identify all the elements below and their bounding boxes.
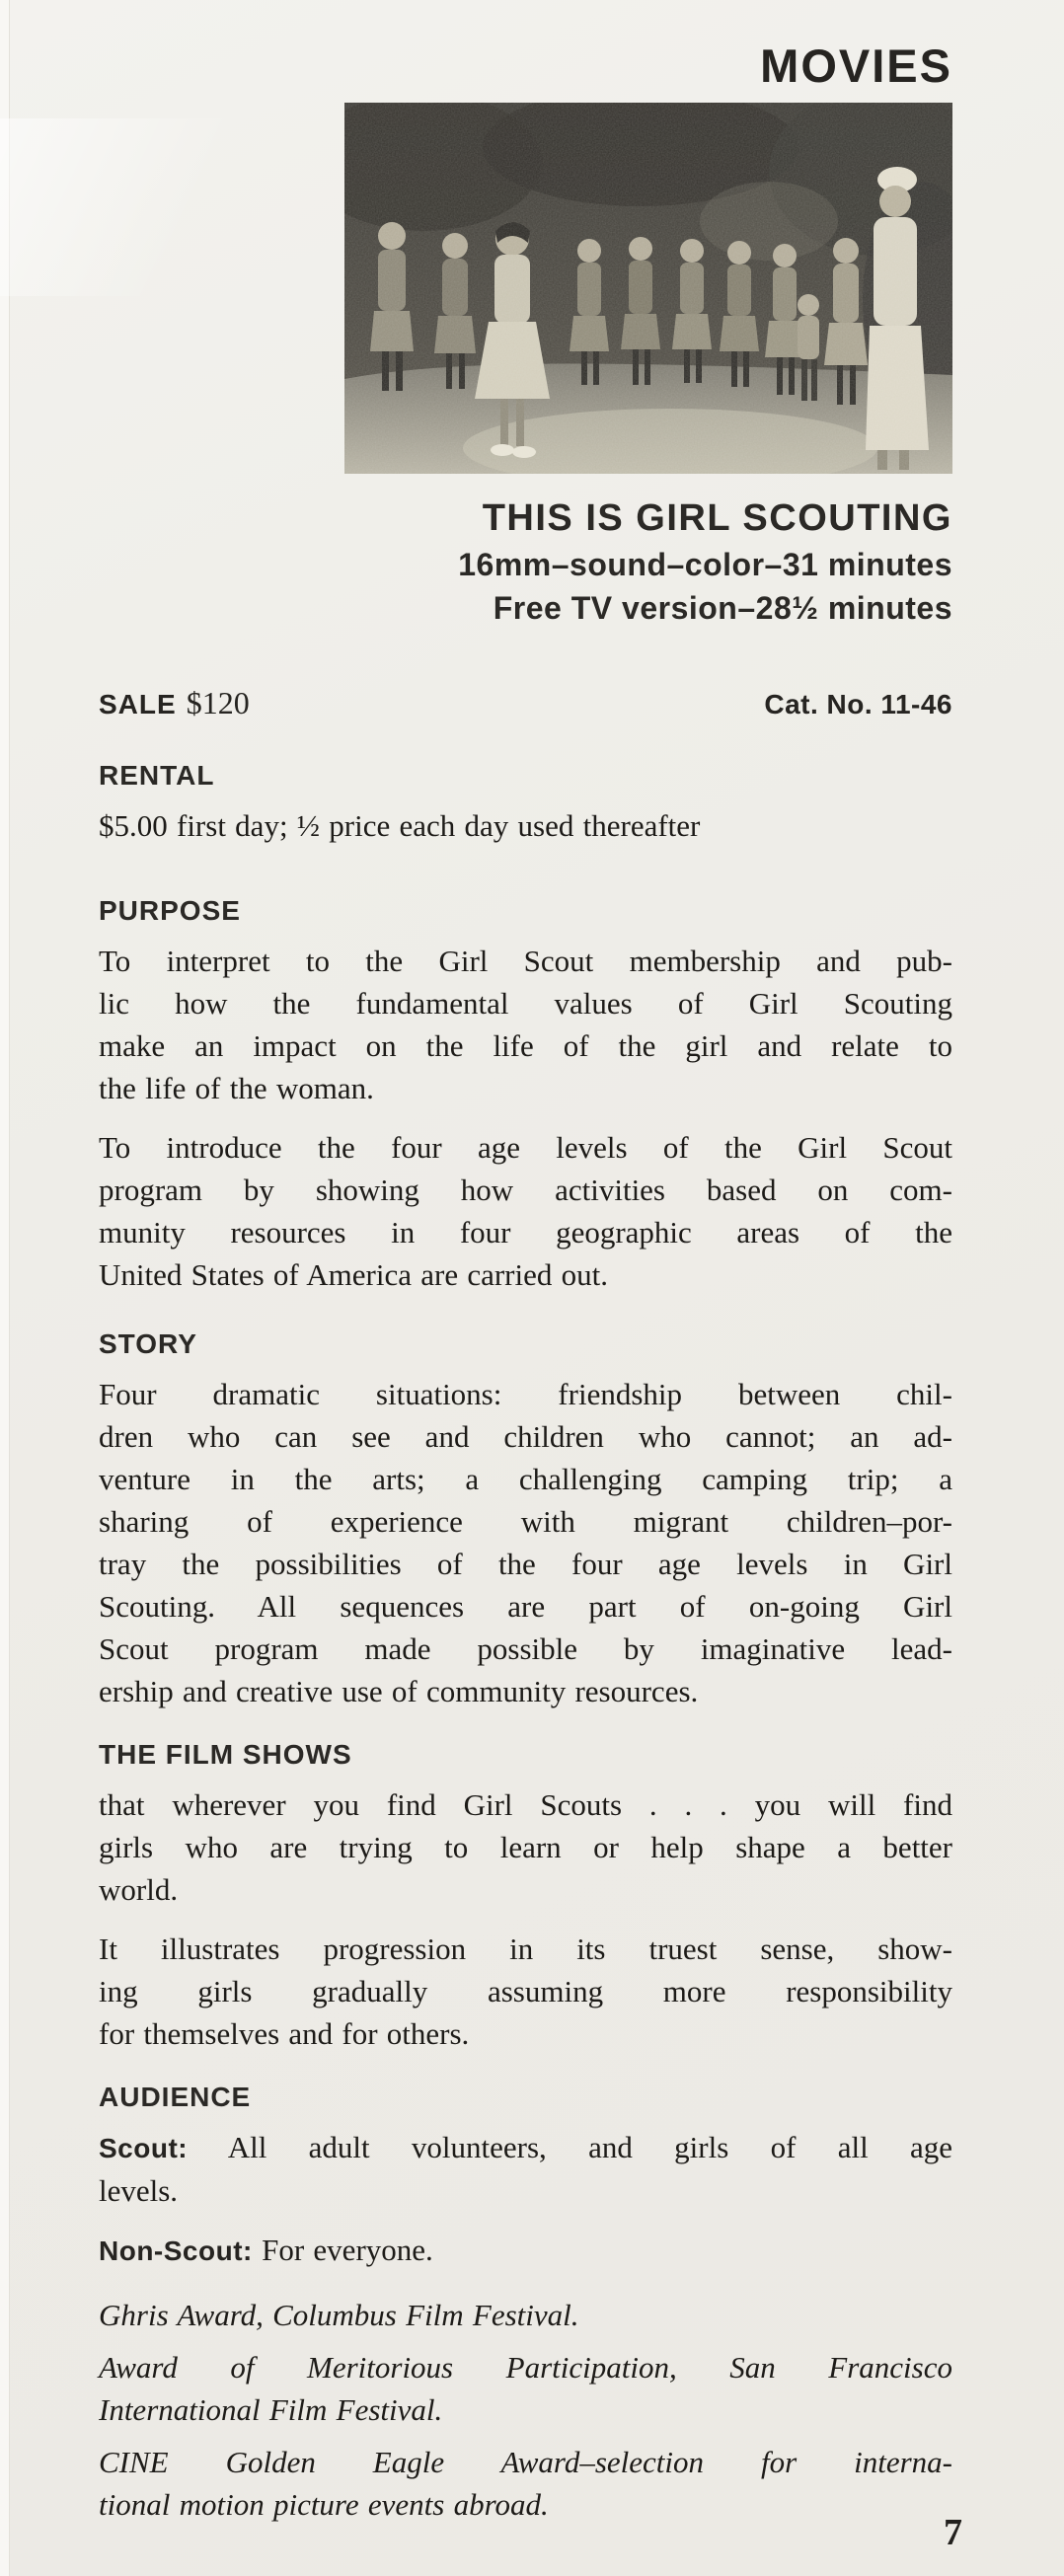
page-section-label: MOVIES — [760, 39, 952, 92]
text-line: for themselves and for others. — [99, 2016, 470, 2051]
text-line: International Film Festival. — [99, 2392, 443, 2427]
audience-heading: AUDIENCE — [99, 2082, 252, 2112]
story-paragraph — [99, 1373, 952, 1712]
film-title: THIS IS GIRL SCOUTING — [482, 497, 952, 539]
text-line: dren who can see and children who cannot; an ad- — [99, 1419, 952, 1454]
text-line: venture in the arts; a challenging camping trip; a — [99, 1462, 952, 1496]
text-line: sharing of experience with migrant children–por- — [99, 1504, 952, 1539]
audience-scout — [99, 2126, 952, 2212]
text-line: To introduce the four age levels of the Girl Scout — [99, 1130, 952, 1165]
text-line: girls who are trying to learn or help shape a better — [99, 1830, 952, 1864]
awards-list — [99, 2294, 952, 2526]
text-line: Scout: All adult volunteers, and girls of all age — [99, 2130, 952, 2164]
sale-label: SALE — [99, 689, 177, 720]
film-shows-paragraph-2 — [99, 1928, 952, 2055]
text-line: make an impact on the life of the girl and relate to — [99, 1028, 952, 1063]
text-line: tray the possibilities of the four age levels in Girl — [99, 1547, 952, 1581]
text-line: CINE Golden Eagle Award–selection for interna- — [99, 2445, 952, 2479]
catalog-number: Cat. No. 11-46 — [764, 689, 952, 720]
rental-heading: RENTAL — [99, 760, 215, 791]
film-format-line: 16mm–sound–color–31 minutes — [458, 547, 952, 582]
story-heading: STORY — [99, 1328, 197, 1359]
purpose-paragraph-1 — [99, 940, 952, 1109]
text-line: United States of America are carried out. — [99, 1257, 608, 1292]
text-line: ership and creative use of community resources. — [99, 1674, 699, 1708]
sale-info — [99, 685, 250, 721]
film-shows-heading: THE FILM SHOWS — [99, 1739, 352, 1770]
text-line: levels. — [99, 2173, 179, 2208]
film-tv-line: Free TV version–28½ minutes — [493, 590, 952, 626]
text-line: It illustrates progression in its truest sense, show- — [99, 1932, 952, 1966]
text-line: that wherever you find Girl Scouts . . . you will find — [99, 1787, 952, 1822]
text-line: Scouting. All sequences are part of on-going Girl — [99, 1589, 952, 1624]
film-shows-paragraph-1 — [99, 1783, 952, 1911]
award-item-1 — [99, 2294, 952, 2336]
text-line: munity resources in four geographic areas of the — [99, 1215, 952, 1250]
text-line: tional motion picture events abroad. — [99, 2487, 549, 2522]
award-item-2 — [99, 2346, 952, 2431]
audience-non-scout — [99, 2229, 952, 2272]
film-title-block — [99, 497, 952, 630]
text-line: world. — [99, 1872, 179, 1907]
text-line: $5.00 first day; ½ price each day used thereafter — [99, 808, 701, 843]
text-line: lic how the fundamental values of Girl Scouting — [99, 986, 952, 1021]
sale-price: $120 — [186, 685, 250, 720]
text-line: Ghris Award, Columbus Film Festival. — [99, 2298, 579, 2332]
lead-label: Non-Scout: — [99, 2235, 253, 2266]
film-still-photo — [344, 103, 952, 474]
text-line: program by showing how activities based on com- — [99, 1173, 952, 1207]
text-line: To interpret to the Girl Scout membership and pub- — [99, 944, 952, 978]
text-line: Non-Scout: For everyone. — [99, 2233, 433, 2267]
text-line: Four dramatic situations: friendship between chil- — [99, 1377, 952, 1411]
purpose-paragraph-2 — [99, 1126, 952, 1296]
award-item-3 — [99, 2441, 952, 2526]
sale-row — [99, 685, 952, 721]
text-line: Scout program made possible by imaginative lead- — [99, 1631, 952, 1666]
text-line: the life of the woman. — [99, 1071, 374, 1105]
rental-terms — [99, 804, 952, 847]
page-number: 7 — [944, 2512, 962, 2553]
lead-label: Scout: — [99, 2133, 189, 2163]
text-line: Award of Meritorious Participation, San Francisco — [99, 2350, 952, 2385]
purpose-heading: PURPOSE — [99, 895, 241, 926]
text-line: ing girls gradually assuming more responsibility — [99, 1974, 952, 2008]
